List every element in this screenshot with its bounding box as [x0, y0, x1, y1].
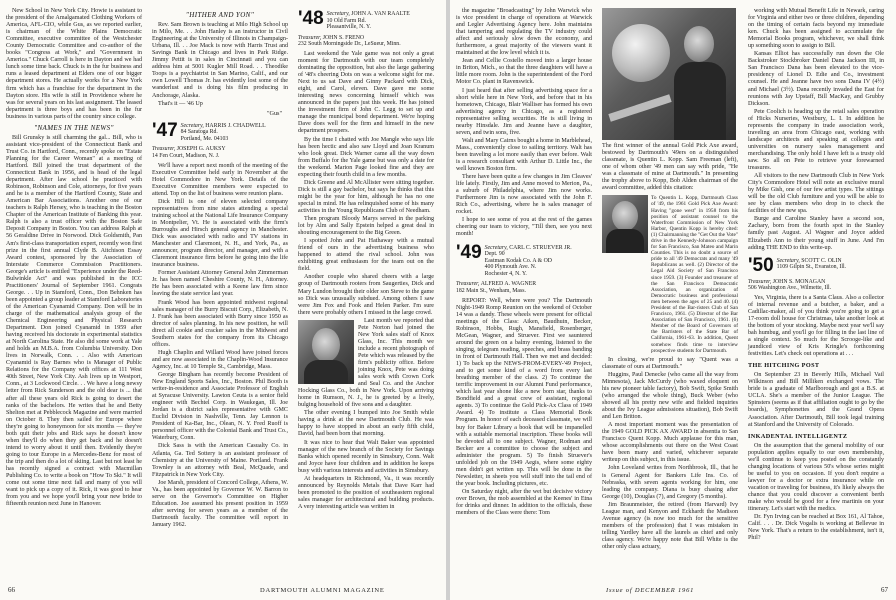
- paragraph: Dick Hill is one of eleven selected company representatives from nine states attending a special training school at the National Life Insurance Company in Montpelier, Vt. He is associated with the firm's Burroughs and Hirsch general agency in Manchester. Dick was associated with radio and TV stations in Manchester and Claremont, N. H., and York, Pa., as announcer, program director, and manager, and with a Claremont insurance firm before he going into the life insurance business.: [152, 198, 288, 269]
- right-page: [450, 0, 896, 600]
- paragraph: the magazine "Broadcasting" by John Warwick who is vice president in charge of operations at Warwick and Legler Advertising Agency here. John maintains that tampering and regulating the TV industry could affect and seriously slow down the economy, and furthermore, a great majority of the viewers want it maintained at the low level which it is.: [456, 8, 592, 57]
- paragraph: Last month we reported that Pete Norton had joined the New York sales staff of Knox Glass, Inc. This month we include a recent photograph of Pete which was released by the firm's publicity office. Before joining Knox, Pete was doing sales work with Crown Cork and Seal Co. and the Anchor Hocking Glass Co., both in New York. Upon arriving home in Rumson, N. J., he is greeted by a lively, bulging household of five sons and a daughter.: [298, 317, 434, 409]
- left-page: [0, 0, 446, 600]
- portrait-photo-pete-norton: [298, 320, 354, 384]
- page-number: 67: [881, 586, 888, 594]
- column-4: [456, 8, 592, 518]
- paragraph: Frank Wood has been appointed midwest regional sales manager of the Burry Biscuit Corp., Elizabeth, N. J. Frank has been associated with Burry since 1950 as director of sales planning. In his new position, he will direct all cookie and cracker sales in the Midwest and Southern states for the company from its Chicago offices.: [152, 299, 288, 348]
- secretary-block: Secretary, HARRIS J. CHADWELL 84 Saratoga Rd. Portland, Me. 04103: [180, 122, 266, 142]
- paragraph: All visitors to the new Dartmouth Club in New York City's Commodore Hotel will note an exclusive mural by Mike Gish, one of our few artist types. The sittings will be the old Club furniture and you will be able to see by class members who drop in to check the facilities of the new spa.: [748, 173, 884, 215]
- treasurer-block: Treasurer, JOHN S. FRENO 232 South Morningside Dr., LeSueur, Minn.: [298, 34, 401, 48]
- paragraph: Dr. Fyn Irving can be reached at Box 161, Al Tahoe, Calif. . . . Dr. Dick Vogalis is working at Bellevue in New York. That's a return to the establishment, isn't it, Phil?: [748, 514, 884, 542]
- paragraph: Huggins, Paul Denecke (who came all the way from Minnesota), Jack McCurdy (who waxed eloquent on his new pioneer table factory), Bob Swift, Spike Smith (who arranged the whole thing), Buck Weber (who showed all his pretty new wife and fielded inquiries about the Ivy League admissions situation), Bob Swift and Len Britton.: [602, 371, 738, 421]
- class-header-50: [748, 254, 884, 276]
- class-header-47: [152, 119, 288, 143]
- paragraph: It was nice to hear that Walt Baker was appointed manager of the new branch of the Society for Savings Banks which opened recently in Simsbury, Conn. Walt and Joyce have four children and in addition he keeps busy with various interests and activities in Simsbury.: [298, 439, 434, 474]
- secretary-block: Secretary, SCOTT C. OLIN 1109 Gilpin St., Evanston, Ill.: [776, 257, 847, 271]
- paragraph: I just heard that after selling advertising space for a short while here in New York, and before that in his hometown, Chicago, Blair Walliser has formed his own advertising agency in Chicago, as a registered representative selling securities. He is still living in nearby Hinsdale. Jim and Jeanne have a daughter, seven, and twin sons, five.: [456, 87, 592, 136]
- photo-caption: The first winner of the annual Gold Pick Axe award, bestowed by Dartmouth's '49ers on a distinguished classmate, is Quentin L. Kopp. Sam Freeman (left), one of whom other '49 men can say with pride, "He was a classmate of mine at Dartmouth." In presenting the trophy above to Kopp, Bob Alden chairman of the award committee, added this citation:: [602, 143, 738, 192]
- paragraph: Hugh Chaplin and Willard Wood have joined forces and are now associated in the Chaplin-Wood Insurance Agency, Inc. at 10 Temple St., Cambridge, Mass.: [152, 349, 288, 370]
- paragraph: On September 23 in Beverly Hills, Michael Vail Wilkinson and Bill Milliken exchanged vows. The bride is a graduate of Marlborough and got a B.S. at UCLA. She's a member of the Junior League. The Spinsters (seems as if that affiliation ought to go by the boards), Symphonettes and the Grand Opera Association. After Dartmouth, Bill took legal training at Stanford and the University of Colorado.: [748, 372, 884, 428]
- award-photo-gold-pick-axe: [602, 8, 736, 140]
- paragraph: Former Assistant Attorney General John Zimmerman Jr. has been named Cheshire County, N. H., Attorney. He has been associated with a Keene law firm since leaving the state service last year.: [152, 270, 288, 298]
- citation-text: To Quentin L. Kopp, Dartmouth Class of '49, the 1961 Gold Pick Axe Award: Having "gone west" in 1958 from his position of assistant counsel to the Waterfront Commission of New York Harbor, Quentin Kopp is hereby cited: (1) Chairmanning the "Get Out the Vote" drive in the Kennedy-Johnson campaign for San Francisco, San Mateo and Marin Counties. This is no doubt a source of pride to all '49 Democrats and many '49 Republicans as well. (2) Director of the Legal Aid Society of San Francisco since 1959. (3) Founder and treasurer of the San Francisco Democratic Association, an organization of Democratic business and professional men between the ages of 25 and 40. (4) President of the Bar-risters Club of San Francisco, 1961. (5) Director of the Bar Association of San Francisco, 1961. (6) Member of the Board of Governors of the Barristers of the State Bar of California, 1961-63. In addition, Quent somehow finds time to interview prospective students for Dartmouth.: [651, 195, 738, 354]
- paragraph: Jim Braunmeister, the retired (from Harvard) Ivy League man, and Kenyon and Eckhardt the Madison Avenue agency (is now too much for the sensitive members of the profession) that I was mistaken in telling Yardley have all the laurels as chief and only class agency. We're happy note that Bill White is the other only class actuary,: [602, 501, 738, 550]
- signature: "Gus": [266, 109, 282, 117]
- paragraph: Rev. Sam Brown is teaching at Milo High School up in Milo, Me. . . John Hanley is an instructor in Civil Engineering at the University of Illinois in Champaign-Urbana, Ill. . . Joe Mack is now with Harris Trust and Savings Bank in Chicago and lives in Park Ridge. Jimmy Pettit is in sales in Cincinnati and you can address him at 5001 Kugler Mill Road. . . Theodike Toops is a psychiatrist in San Marino, Calif., and our own Lowell Thomas Jr. has evidently lost some of the wanderlust and is doing his film producing in Anchorage, Alaska.: [152, 22, 288, 99]
- magazine-footer: DARTMOUTH ALUMNI MAGAZINE: [260, 587, 385, 594]
- paragraph: Then program Bloody Marys served in the parking lot by Alm and Sally Epstein helped a great deal in shouting encouragement to the Big Green.: [298, 216, 434, 237]
- treasurer-block: Treasurer, ALFRED A. WAGNER 182 Main St., Wenham, Mass.: [456, 281, 537, 295]
- paragraph: On the assumption that the general mobility of our population applies equally to our own membership, we'll continue to keep you posted on the constantly changing locations of various 50's whose series might be useful to you on occasion. If you don't require a lawyer for a doctor or extra insurance while on vacation or traveling for business, it's likely always the chance that you could discover a convenient berth make who would be good for a few martinis on your itinerary. Let's start with the medics.: [748, 442, 884, 513]
- column-2: [152, 8, 288, 530]
- paragraph: Dick Sass is with the American Casualty Co. in Atlanta, Ga. Ted Sottery is an assistant professor of Chemistry at the University of Maine. Portland. Frank Townley is an attorney with Beal, McQuade, and Fitzpatrick in New York City.: [152, 443, 288, 478]
- column-3: [298, 8, 434, 512]
- paragraph: Burge and Caroline Stanley have a second son, Zachary, born from the fourth spot in the Stanley family past August. Al Wagner and Joyce added Elizabeth Ann to their young stuff in June. And I'm adding THE END to this write-up.: [748, 216, 884, 251]
- class-year: '48: [298, 8, 324, 29]
- class-year: '49: [456, 241, 482, 263]
- paragraph: Walt and Mary Cairns bought a home in Marblehead, Mass., conveniently close to sailing territory. Walt has been traveling a lot more easily than ever before. Walt is a research consultant with Arthur D. Little Inc., the well known Boston firm.: [456, 137, 592, 173]
- paragraph: Yes, Virginia, there is a Santa Claus. Also a collector of internal revenue and a butcher, a baker, and a Cadillac-maker, all of you think you're going to get a 17-room doll house for Christmas, take another look at the bottom of your stocking. Maybe next year we'll say bah humbug, and you'll go for filling in the last line of a single context. So much for the Scrooge-like and jaundiced view of Kris Kringle's forthcoming festivities. Let's check out operations at . . .: [748, 294, 884, 358]
- paragraph: That's it — '46 Up: [158, 100, 203, 107]
- paragraph: On Saturday night, after the wet but decisive victory over Brown, the mob assembled at the Keenes' in Etna for drinks and dinner. In addition to the officials, these members of the Class were there: Tom: [456, 488, 592, 517]
- section-heading-names-in-the-news: "NAMES IN THE NEWS": [34, 123, 114, 132]
- issue-footer: Issue of DECEMBER 1961: [606, 587, 695, 594]
- secretary-block: Secretary, JOHN A. VAN RAALTE 10 Old Farm Rd. Pleasantville, N. Y.: [326, 11, 410, 31]
- section-heading-inkadental-intelligentz: INKADENTAL INTELLIGENTZ: [748, 432, 848, 440]
- paragraph: The other evening I bumped into Joe Smith while having a drink at the new Dartmouth Club. He was happy to have stopped in about an early fifth child, David, had been born that morning.: [298, 410, 434, 438]
- section-heading-hither-and-yon: "HITHER AND YON": [185, 11, 255, 19]
- paragraph: Last weekend the Yale game was not only a great moment for Dartmouth with our team completely dominating the opposition, but also the large gathering of '48's cheering Dots on was a welcome sight for me. Next to us sat Dave and Ginny Packard with Dick, eight, and Carol, eleven. Dave gave me some interesting news concerning himself which was announced in the papers just this week. He has joined the investment firm of John C. Legg to set up and manage the municipal bond department. We're hoping Dave does well for the firm and himself in the new department prospers.: [298, 50, 434, 135]
- paragraph: Joe Marsh, president of Concord College, Athens, W. Va., has been appointed by Governor W. W. Barron to serve on the Governor's Committee on Higher Education. Joe assumed his present position in 1959 after serving for seven years as a member of the Dartmouth faculty. The committee will report in January 1962.: [152, 479, 288, 528]
- paragraph: I spotted John and Pat Hathaway with a mutual friend of ours in the advertising business who happened to attend the rival school. John was exhibiting great enthusiasm for the team out on the field.: [298, 238, 434, 273]
- paragraph: At headquarters in Richmond, Va., it was recently announced by Reynolds Metals that Dave Karr had been promoted to the position of southeastern regional sales manager for architectural and building products. A very interesting article was written in: [298, 475, 434, 510]
- secretary-block: Secretary, CARL C. STRUEVER JR. Dept. 90 Eastman Kodak Co. A & OD 400 Plymouth Ave. N. Rochester 4, N. Y.: [484, 244, 572, 277]
- paragraph: Bill Grunsky is still charming the gal... Bill, who is assistant vice-president of the Connecticut Bank and Trust Co. in Hartford, Conn., recently spoke on "Estate Planning for the Career Woman" at a meeting of Hartford. Bill joined the trust department of the Connecticut Bank in 1956, and is head of the legal department. After law school he practiced with Robinson, Robinson and Cole, attorneys, for five years and he is a member of the Hartford County, State and American Bar Associations. Another one of our teachers is Ralph Hersey, who is teaching in the Boston Chapter of the American Institute of Banking this year. Ralph is also a trust officer with the Boston Safe Deposit Company in Boston. You can address Ralph at 56 Geraldine Drive in Norwood. Dick Goldsmith, Pan Am's first-class transportation expert, recently won first prize in the first annual Clyde B. Aitchison Essay Award contest, sponsored by the Association of Interstate Commerce Commission Practitioners. George's article is entitled "Experience under the Reed-Bulwinkle Act" and was published in the ICC Practitioners' Journal of September 1961. Congrats George. . . Up in Stamford, Conn., Don Behnken has been appointed a group leader at Stamford Laboratories of the American Cyanamid Company. Don will be in charge of the mathematical analysis group of the Chemical Engineering and Physical Research Department. Don joined Cyanamid in 1959 after having received his doctorate in experimental statistics at North Carolina State. He also did some work at Yale and holds an M.B.A. from Columbia University. Don lives in Norwalk, Conn. . . Also with American Cyanamid is Ray Barnes who is Manager of Public Relations for the Company with offices at 111 West 40th Street, New York City. Ash lives up in Westport, Conn., at 3 Lockwood Circle. . . We have a long newsy letter from Rick Sunderson and the old dear is ... that after all these years old Rick is going to desert the ranks of the bachelors. He writes that he and Betty Shelton met at Pebblecock Magazine and were married on October 8. They then sailed for Europe where they're going to honeymoon for six months — they've both quit their jobs and Rick says he doesn't know when they'll do when they get back and he doesn't intend to worry about it until then. Evidently they're going to tour Europe in a Mercedes-Benz for most of the trip and then do a lot of skiing. Last but not least he has recently signed a contract with Macmillan Publishing Co. to write a book on "How To Ski." It will come out some time next fall and many of you will want to pick up a copy of it. Rick, it was good to hear from you and we hope you'll bring your new bride to fifteenth reunion next June in Hanover.: [6, 134, 142, 508]
- portrait-photo-quentin-kopp: [602, 195, 648, 253]
- paragraph: Pete Coolich is heading up the retail sales operation of Hicks Nurseries, Westbury, L. I. In addition he represents the company in trade association work, traveling an area from Chicago east, working with landscape architects and speaking at colleges and universities on nursery sales management and merchandising. The only hold I have left is a trusty old saw. So all on Pete to retrieve your forewarned treasures.: [748, 108, 884, 172]
- paragraph: I hope to see some of you at the rest of the games cheering our team to victory, "Till then, see you next month!: [456, 217, 592, 238]
- paragraph: George Bingham has recently become President of New England Sports Sales, Inc., Boston. Phil Booth is writer-in-residence and Associate Professor of English at Syracuse University. Lawton Ceuta is a senior field engineer with Bechtel Corp. in Waukegan, Ill. Joe Jordan is a district sales representative with GMC Euclid Division in Nashville, Tenn. Jay Lennon is President of Ka-Bar, Inc., Olean, N. Y. Fred Ruoff is personnel officer with the Colonial Bank and Trust Co., Waterbury, Conn.: [152, 371, 288, 442]
- class-year: '50: [748, 254, 774, 276]
- paragraph: Kansas Elliot has successfully run down the Ole Backstroker Stockbroker Daniel Dana Jackson III, in San Francisco Dana has been elevated to the vice-presidency of Lionel D. Edie and Co., investment counsel. He and Jeanne have two sons Dana IV (4½) and Michael (3½). Dana recently invaded the East for reunions with Jay Upstaff, Bill MacKay, and Grubby Dickson.: [748, 51, 884, 107]
- page-number: 66: [8, 586, 15, 594]
- paragraph: Dick Greene and Al McAllister were sitting together. Dick is still a gay bachelor, but says he thinks that this might be the year for him, although he has no one special in mind. He has relinquished some of his many activities in the Young Republicans Club of Needham.: [298, 179, 434, 214]
- treasurer-block: Treasurer, JOSEPH G. AUKSY 14 Fen Court, Madison, N. J.: [152, 146, 226, 160]
- section-heading-hitching-post: THE HITCHING POST: [748, 362, 820, 370]
- class-year: '47: [152, 119, 178, 141]
- column-5: [602, 8, 738, 552]
- citation-row: [602, 195, 738, 353]
- treasurer-block: Treasurer, JOHN S. MONAGAN 506 Washington Ave., Wilmette, Ill.: [748, 278, 832, 292]
- paragraph: Jean and Cellie Costello moved into a larger house in Briton, Mich., so that the three daughters will have a little more room. John is the superintendent of the Ford Motor Co. plant in Ravenswick.: [456, 58, 592, 86]
- paragraph: Another couple who shared cheers with a large group of Dartmouth rooters from Saugerties, Dick and Mary Lundon brought their older son Steve to the game so Dick was unusually subdued. Among others I saw were Jim Fox and Fook and Helen Parker. I'm sure there were probably others I missed in the large crowd.: [298, 274, 434, 316]
- paragraph: John Loveland writes from Northbrook, Ill., that he is General Agent for Bankers Life Ins. Co. of Nebraska, with seven agents working for him, one leading the company. Diana is busy chasing after George (10), Douglas (7), and Gregory (5 months).: [602, 465, 738, 500]
- class-header-48: [298, 10, 434, 31]
- paragraph: A most important moment was the presentation of the 1949 GOLD PICK AX AWARD in absentia to San Francisco Quent Kopp. Much applause for this man, whose accomplishments out there on the West Coast have been many and varied, whichever separate writeup on this subject, in this issue.: [602, 422, 738, 464]
- paragraph: By the time I chatted with Joe Mangle who says life has been hectic and also saw Lloyd and Joan Kranum who look great. Dick Warner came all the way down from Buffalo for the Yale game but was only a date for the weekend. Marion Page looked fine and they are expecting their fourth child in a few months.: [298, 136, 434, 178]
- paragraph: working with Mutual Benefit Life in Newark, caring for Virginia and either two or three children, depending on the timing of certain facts beyond my immediate ken. Chuck has been assigned to accumulate the Memorial Books program, whichever, we shall think up something soon to assign to Bill.: [748, 8, 884, 50]
- paragraph: There have been quite a few changes in Jim Cleaves' life lately. Firstly, Jim and Anne moved to Merion, Pa., a suburb of Philadelphia, where Jim now works. Furthermore Jim is now associated with the John F. Rich Co., advertising, where he is sales manager of rocket.: [456, 174, 592, 216]
- class-header-49: [456, 241, 592, 278]
- paragraph: REPORT: Well, where were you? The Dartmouth Night-1949 Romp Reunion on the weekend of October 14 was a dandy. These wheels were present for official meetings of the Class: Aiken, Baudhuin, Becker, Robinson, Hobbs, Rugh, Mansfield, Rosenberger, McGean, Wagner, and Struever. First we sauntered around the green on a balmy evening, listened to the singing, telegram reading, speeches, and brass banding in front of Dartmouth Hall. Then we met and decided: 1) To back up the NEWS-FROM-EVERY-'49 Project, and to get some kind of a word from every last breathing member of the class. 2) To continue the terrific improvement in our Alumni Fund performance, which last year shone like a new born star, thanks to Bondfield and a great crew of assistant, regional agents. 3) To continue the Gold Pick-Ax Class of 1949 Award. 4) To institute a Class Memorial Book Program. In honor of each deceased classmate, we will buy for Baker Library a book that will be impanelled with a suitable memorial inscription. These books will be devoted all to one subject. Wagner, Rodman and Becker are a committee to choose the subject and administer the program. 5) To finish Struever's unfolded job on the 1949 Aegis, where some eighty men didn't get written up. This will be done in the Newsletter, in sheets you will stuff into the tail end of the year book. Including pictures, etc.: [456, 297, 592, 487]
- paragraph: In closing, we're proud to say "Quent was a classmate of ours at Dartmouth.": [602, 356, 738, 370]
- paragraph: New School in New York City. Howie is assistant to the president of the Amalgamated Clothing Workers of America, AFL-CIO, while Gus, as we reported earlier, is chairman of the White Plains Democratic Committee, executive committee of the Westchester County Democratic Committee and co-author of the books "Congress at Work," and "Government in America." Chuck Carroll is here in Dayton and we had lunch some time back. Chuck is in the fur business and runs a leased department at Elders one of our bigger department stores. He actually works for a New York firm which has a franchise for the department in the Dayton store. His wife is still in Providence where he was for several years on his last assignment. The leased department is three boys and has been in the fur business in various parts of the country since college.: [6, 8, 142, 120]
- column-6: [748, 8, 884, 543]
- paragraph: We'll have a report next month of the meeting of the Executive Committee held early in November at the Hotel Commodore in New York. Details of the Executive Committee members were expected to attend. Top on the list of business were reunion plans.: [152, 162, 288, 197]
- column-1: [6, 8, 142, 509]
